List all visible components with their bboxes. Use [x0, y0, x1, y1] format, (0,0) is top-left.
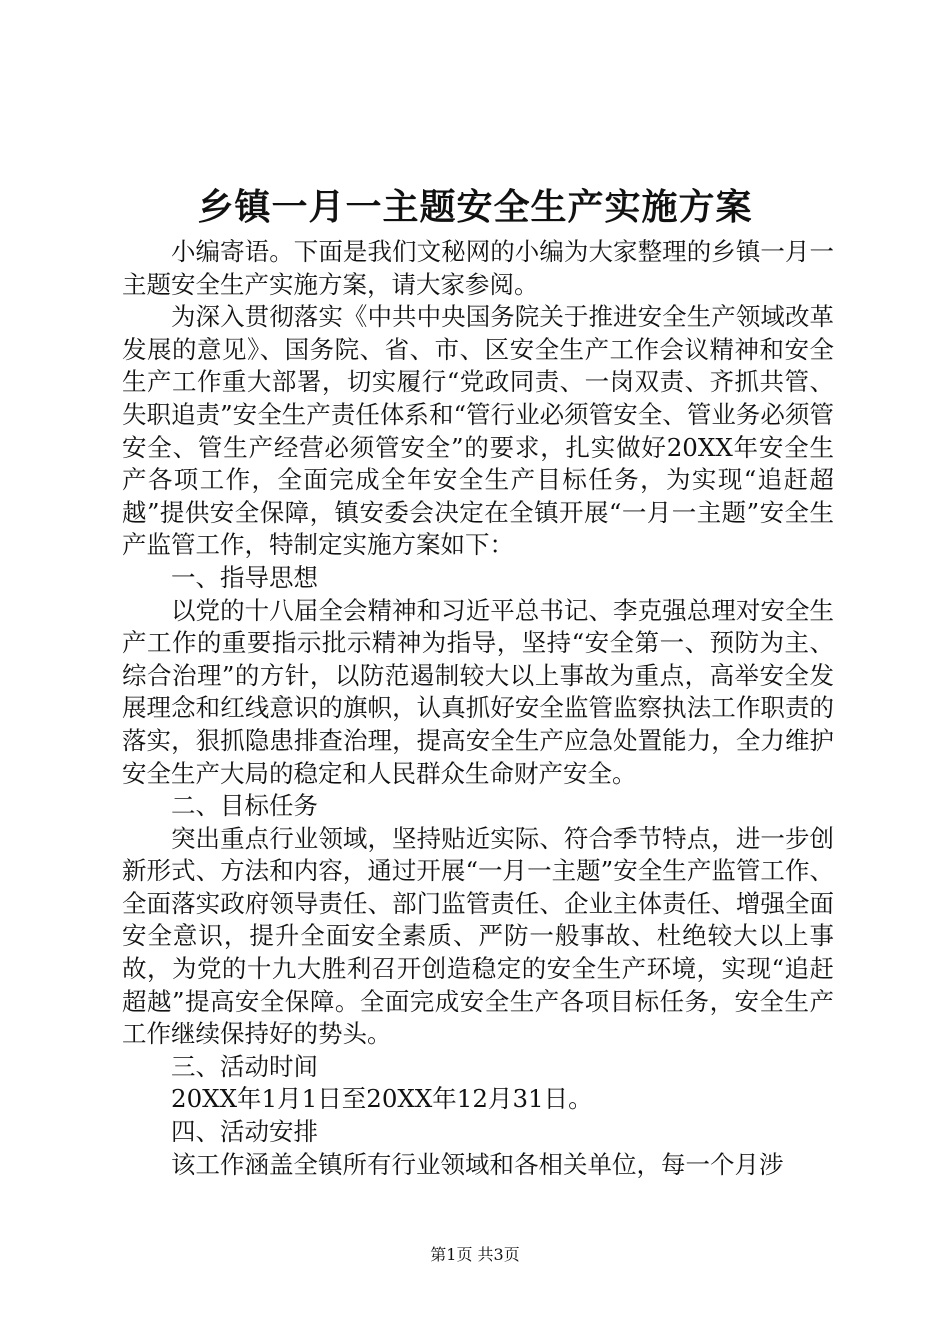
document-body	[122, 236, 834, 1181]
paragraph-intro: 小编寄语。下面是我们文秘网的小编为大家整理的乡镇一月一主题安全生产实施方案，请大家参阅。	[122, 237, 834, 299]
section-heading-goals: 二、目标任务	[171, 791, 318, 821]
paragraph-activity-arrangement: 该工作涵盖全镇所有行业领域和各相关单位，每一个月涉	[171, 1149, 784, 1179]
paragraph-purpose: 为深入贯彻落实《中共中央国务院关于推进安全生产领域改革发展的意见》、国务院、省、市、区安全生产工作会议精神和安全生产工作重大部署，切实履行“党政同责、一岗双责、齐抓共管、失职追责”安全生产责任体系和“管行业必须管安全、管业务必须管安全、管生产经营必须管安全”的要求，扎实做好20XX年安全生产各项工作，全面完成全年安全生产目标任务，为实现“追赶超越”提供安全保障，镇安委会决定在全镇开展“一月一主题”安全生产监管工作，特制定实施方案如下：	[122, 302, 834, 560]
page-number-footer: 第1页 共3页	[430, 1245, 520, 1264]
section-heading-activity-arrangement: 四、活动安排	[171, 1117, 318, 1147]
paragraph-goals: 突出重点行业领域，坚持贴近实际、符合季节特点，进一步创新形式、方法和内容，通过开展“一月一主题”安全生产监管工作、全面落实政府领导责任、部门监管责任、企业主体责任、增强全面安全意识，提升全面安全素质、严防一般事故、杜绝较大以上事故，为党的十九大胜利召开创造稳定的安全生产环境，实现“追赶超越”提高安全保障。全面完成安全生产各项目标任务，安全生产工作继续保持好的势头。	[122, 823, 834, 1049]
section-heading-guiding-thought: 一、指导思想	[171, 562, 318, 592]
paragraph-activity-time: 20XX年1月1日至20XX年12月31日。	[171, 1084, 593, 1114]
document-title: 乡镇一月一主题安全生产实施方案	[197, 186, 753, 228]
paragraph-guiding-thought: 以党的十八届全会精神和习近平总书记、李克强总理对安全生产工作的重要指示批示精神为指导，坚持“安全第一、预防为主、综合治理”的方针，以防范遏制较大以上事故为重点，高举安全发展理念和红线意识的旗帜，认真抓好安全监管监察执法工作职责的落实，狠抓隐患排查治理，提高安全生产应急处置能力，全力维护安全生产大局的稳定和人民群众生命财产安全。	[122, 595, 834, 788]
section-heading-activity-time: 三、活动时间	[171, 1051, 318, 1081]
